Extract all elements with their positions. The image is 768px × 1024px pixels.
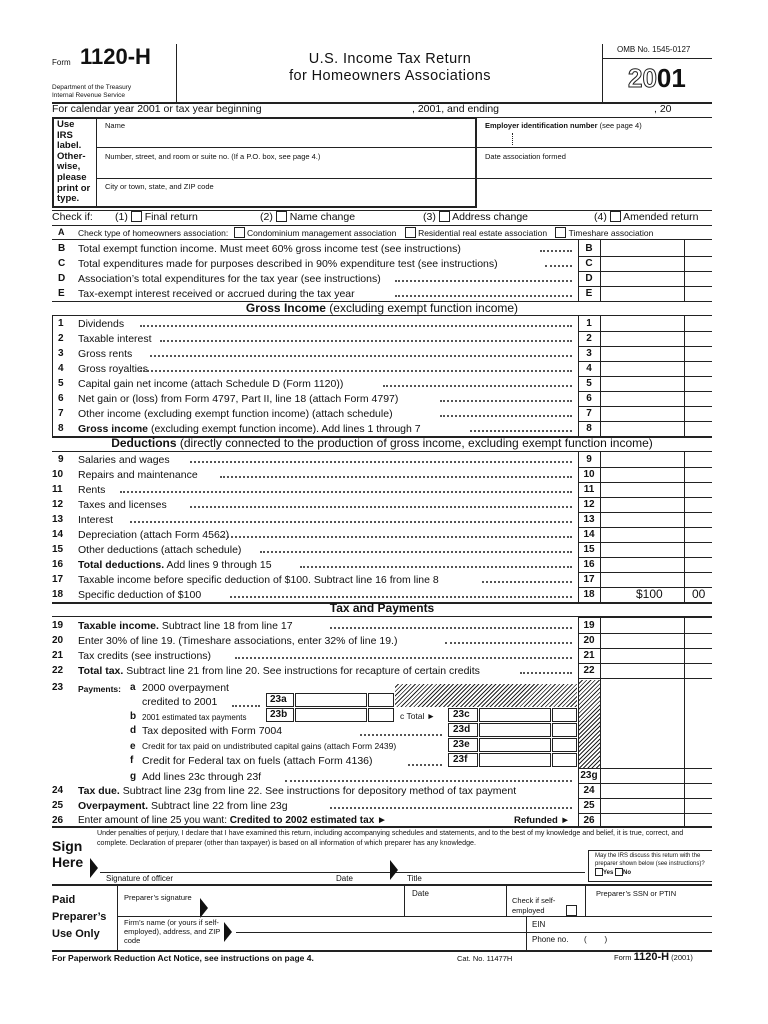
form-title: U.S. Income Tax Return	[308, 51, 472, 67]
line-description: Depreciation (attach Form 4562)	[78, 529, 230, 541]
line-number: 2	[58, 333, 64, 344]
label-23a: 23a	[270, 694, 287, 705]
omb-number: OMB No. 1545-0127	[617, 45, 691, 54]
line-box-label: 25	[583, 800, 595, 811]
line-number: 15	[52, 544, 64, 555]
amount-field[interactable]	[601, 422, 683, 435]
line-box-label: 2	[586, 333, 592, 344]
check-name-change[interactable]: (2) Name change	[260, 211, 356, 223]
cents-23b[interactable]	[368, 708, 394, 722]
cents-field[interactable]	[685, 528, 712, 541]
checkbox-discuss-no[interactable]	[615, 868, 623, 876]
line-number: 18	[52, 589, 64, 600]
line-number: 13	[52, 514, 64, 525]
label-23d: 23d	[453, 724, 471, 735]
line-description: Other deductions (attach schedule)	[78, 544, 242, 556]
amount-field[interactable]	[601, 407, 683, 420]
amount-field[interactable]	[601, 543, 683, 556]
line-number: 6	[58, 393, 64, 404]
line-23b-text: 2001 estimated tax payments	[142, 713, 247, 722]
tax-year: 2001	[628, 63, 686, 93]
checkbox-final-return[interactable]	[131, 211, 142, 222]
form-subtitle: for Homeowners Associations	[289, 68, 491, 84]
line-box-label: D	[585, 273, 593, 284]
amount-field[interactable]	[601, 272, 683, 285]
amount-field[interactable]	[601, 573, 683, 586]
line-description: Total expenditures made for purposes described in 90% expenditure test (see instructions)	[78, 258, 498, 270]
ein-field-label: EIN	[532, 920, 546, 929]
line-number: 5	[58, 378, 64, 389]
line-26-text: Enter amount of line 25 you want: Credited to 2002 estimated tax ►	[78, 815, 387, 826]
line-number: 16	[52, 559, 64, 570]
amount-23d[interactable]	[479, 723, 551, 737]
name-label: Name	[105, 121, 126, 130]
use-irs-label	[57, 120, 90, 205]
self-employed-label: Check if self-employed	[512, 896, 556, 915]
line-23a-letter: a	[130, 682, 136, 693]
line-box-label: 7	[586, 408, 592, 419]
line-description: Total tax. Subtract line 21 from line 20. See instructions for recapture of certain credits	[78, 665, 480, 677]
line-23a-text1: 2000 overpayment	[142, 682, 229, 694]
line-description: Gross royalties	[78, 363, 149, 375]
street-label: Number, street, and room or suite no. (If a P.O. box, see page 4.)	[105, 152, 321, 161]
amount-field[interactable]	[601, 377, 683, 390]
line-box-label: 13	[583, 514, 595, 525]
cents-field[interactable]	[685, 317, 712, 330]
cents-field[interactable]	[685, 573, 712, 586]
amount-field[interactable]	[601, 392, 683, 405]
line-number: 17	[52, 574, 64, 585]
line-box-label: E	[585, 288, 593, 299]
line-number: 21	[52, 650, 64, 661]
preparer-date-label: Date	[412, 889, 429, 898]
use-only-label: Use Only	[52, 928, 100, 940]
line-description: Tax credits (see instructions)	[78, 650, 212, 662]
line-number: 10	[52, 469, 64, 480]
use-irs-line: Use	[57, 119, 75, 130]
gross-income-heading: Gross Income (excluding exempt function income)	[245, 301, 519, 315]
refunded-label: Refunded ►	[514, 815, 570, 826]
cents-field[interactable]	[685, 543, 712, 556]
line-box-label: 22	[583, 665, 595, 676]
line-box-label: 4	[586, 363, 592, 374]
amount-field[interactable]	[601, 332, 683, 345]
line-number: 4	[58, 363, 64, 374]
line-number: B	[58, 243, 66, 254]
amount-field[interactable]	[601, 362, 683, 375]
cents-field[interactable]	[685, 513, 712, 526]
date-formed-label: Date association formed	[485, 152, 566, 161]
cents-field[interactable]	[685, 422, 712, 435]
cents-23d[interactable]	[552, 723, 577, 737]
line-number: C	[58, 258, 66, 269]
line-23e-letter: e	[130, 741, 136, 752]
line-box-label: 11	[583, 484, 595, 495]
checkbox-amended-return[interactable]	[610, 211, 621, 222]
line-23c-total: c Total ►	[400, 711, 436, 721]
line-box-label: 1	[586, 318, 592, 329]
amount-23g[interactable]	[601, 769, 683, 782]
amount-field[interactable]	[601, 287, 683, 300]
line-box-label: 20	[583, 635, 595, 646]
preparers-label: Preparer’s	[52, 911, 107, 923]
line-number: 12	[52, 499, 64, 510]
check-amended-return[interactable]: (4) Amended return	[594, 211, 699, 223]
amount-field[interactable]	[601, 649, 683, 662]
amount-field[interactable]	[601, 257, 683, 270]
line-description: Gross income (excluding exempt function income). Add lines 1 through 7	[78, 423, 421, 435]
line-23-number: 23	[52, 682, 64, 693]
phone-label: Phone no.	[532, 935, 569, 944]
line-box-label: 26	[583, 815, 595, 826]
line-box-label: 3	[586, 348, 592, 359]
irs-discuss-text: May the IRS discuss this return with the preparer shown below (see instructions)? Yes No	[595, 853, 705, 876]
line-number: E	[58, 288, 65, 299]
cents-field[interactable]	[685, 362, 712, 375]
amount-field[interactable]	[601, 528, 683, 541]
line-box-label: 8	[586, 423, 592, 434]
year-20-text: , 20	[654, 103, 672, 115]
cents-field[interactable]	[685, 649, 712, 662]
use-irs-line: label.	[57, 140, 82, 152]
line-box-label: 19	[583, 620, 595, 631]
checkbox-residential[interactable]	[405, 227, 416, 238]
line-box-label: 17	[583, 574, 595, 585]
line-23f-text: Credit for Federal tax on fuels (attach Form 4136)	[142, 755, 373, 767]
cents-field[interactable]	[685, 257, 712, 270]
line-number: 19	[52, 620, 64, 631]
use-irs-line: type.	[57, 193, 80, 205]
cents-field[interactable]	[685, 468, 712, 481]
line-description: Taxable income. Subtract line 18 from line 17	[78, 620, 293, 632]
line-23e-text: Credit for tax paid on undistributed capital gains (attach Form 2439)	[142, 741, 397, 751]
tax-payments-heading: Tax and Payments	[329, 601, 435, 615]
line-description: Taxes and licenses	[78, 499, 167, 511]
line-description: Specific deduction of $100	[78, 589, 202, 601]
sign-label: Sign	[52, 838, 83, 854]
line-box-label: B	[585, 243, 593, 254]
line-23b-letter: b	[130, 711, 137, 722]
amount-field[interactable]	[601, 619, 683, 632]
preparer-signature-field[interactable]	[212, 888, 402, 915]
label-23f: 23f	[453, 754, 468, 765]
line-26-number: 26	[52, 815, 64, 826]
check-address-change[interactable]: (3) Address change	[423, 211, 528, 223]
line-box-label: 23g	[580, 770, 598, 781]
use-irs-line: please	[57, 171, 87, 183]
line-description: Taxable income before specific deduction of $100. Subtract line 16 from line 8	[78, 574, 439, 586]
cents-field[interactable]	[685, 634, 712, 647]
line-description: Enter 30% of line 19. (Timeshare associations, enter 32% of line 19.)	[78, 635, 398, 647]
form-label: Form	[52, 58, 71, 67]
amount-field[interactable]	[601, 468, 683, 481]
line-description: Gross rents	[78, 348, 133, 360]
firm-name-label: Firm’s name (or yours if self-employed), address, and ZIP code	[124, 918, 221, 945]
cents-field[interactable]	[685, 483, 712, 496]
amount-23f[interactable]	[479, 753, 551, 767]
cents-field[interactable]	[685, 272, 712, 285]
use-irs-line: wise,	[57, 161, 81, 173]
amount-field[interactable]	[601, 664, 683, 677]
cents-field[interactable]	[685, 558, 712, 571]
line-box-label: 10	[583, 469, 595, 480]
line-23d-letter: d	[130, 725, 137, 736]
line-23g-letter: g	[130, 771, 137, 782]
line-number: 11	[52, 484, 63, 495]
line-box-label: 5	[586, 378, 592, 389]
preparer-signature-label: Preparer’s signature	[124, 893, 192, 902]
amount-23b[interactable]	[295, 708, 367, 722]
line-25-number: 25	[52, 800, 64, 811]
cents-field[interactable]	[685, 498, 712, 511]
amount-25[interactable]	[601, 799, 683, 812]
line-a-letter: A	[58, 227, 65, 237]
cents-23c[interactable]	[552, 708, 577, 722]
line-25-text: Overpayment. Subtract line 22 from line 23g	[78, 800, 288, 812]
paid-label: Paid	[52, 894, 76, 906]
checkbox-name-change[interactable]	[276, 211, 287, 222]
line-number: 22	[52, 665, 64, 676]
amount-23c[interactable]	[479, 708, 551, 722]
cents-field[interactable]	[685, 377, 712, 390]
line-box-label: 18	[583, 589, 595, 600]
amount-field[interactable]	[601, 498, 683, 511]
cents-23f[interactable]	[552, 753, 577, 767]
payments-label: Payments:	[78, 684, 121, 694]
label-block	[52, 117, 477, 208]
line-box-label: 14	[583, 529, 595, 540]
use-irs-line: Other-	[57, 150, 86, 162]
checkbox-self-employed[interactable]	[566, 905, 577, 916]
paperwork-notice: For Paperwork Reduction Act Notice, see instructions on page 4.	[52, 953, 314, 963]
line-23d-text: Tax deposited with Form 7004	[142, 725, 283, 737]
line-number: 8	[58, 423, 64, 434]
amount-field[interactable]	[601, 317, 683, 330]
check-if-label: Check if:	[52, 211, 93, 223]
line-description: Association’s total expenditures for the tax year (see instructions)	[78, 273, 381, 285]
line-description: Rents	[78, 484, 106, 496]
cents-field[interactable]	[685, 332, 712, 345]
label-23b: 23b	[270, 709, 288, 720]
line-description: Interest	[78, 514, 114, 526]
line-description: Repairs and maintenance	[78, 469, 198, 481]
line-description: Net gain or (loss) from Form 4797, Part II, line 18 (attach Form 4797)	[78, 393, 399, 405]
line-box-label: 24	[583, 785, 595, 796]
title-label: Title	[407, 874, 422, 883]
amount-field[interactable]	[601, 513, 683, 526]
line-number: 1	[58, 318, 64, 329]
line-box-label: 21	[583, 650, 595, 661]
use-irs-line: IRS	[57, 129, 73, 141]
line-description: Dividends	[78, 318, 125, 330]
deductions-heading: Deductions (directly connected to the production of gross income, excluding exempt function income)	[111, 436, 653, 450]
amount-24[interactable]	[601, 784, 683, 797]
amount-field[interactable]	[601, 483, 683, 496]
label-23e: 23e	[453, 739, 470, 750]
and-ending-text: , 2001, and ending	[412, 103, 499, 115]
cents-field[interactable]	[685, 619, 712, 632]
amount-23e[interactable]	[479, 738, 551, 752]
line-23g-text: Add lines 23c through 23f	[142, 771, 262, 783]
checkbox-address-change[interactable]	[439, 211, 450, 222]
line-number: 14	[52, 529, 64, 540]
line-description: Salaries and wages	[78, 454, 170, 466]
line-number: 9	[58, 454, 64, 465]
checkbox-discuss-yes[interactable]	[595, 868, 603, 876]
ein-label: Employer identification number (see page 4)	[485, 121, 642, 130]
line-box-label: 16	[583, 559, 595, 570]
cents-field[interactable]	[685, 347, 712, 360]
perjury-statement: Under penalties of perjury, I declare that I have examined this return, including accompanying schedules and statements, and to the best of my knowledge and belief, it is true, correct, and complete. Declaration of preparer (other than taxpayer) is based on all information of which preparer has any knowledge.	[97, 829, 684, 847]
dept-irs: Internal Revenue Service	[52, 92, 125, 99]
cents-field[interactable]	[685, 242, 712, 255]
calendar-year-text: For calendar year 2001 or tax year beginning	[52, 103, 262, 115]
footer-form-number: Form 1120-H (2001)	[614, 951, 693, 963]
line-description: Capital gain net income (attach Schedule D (Form 1120))	[78, 378, 344, 390]
amount-field[interactable]	[601, 634, 683, 647]
ptin-label: Preparer’s SSN or PTIN	[596, 889, 677, 898]
city-label: City or town, state, and ZIP code	[105, 182, 214, 191]
amount-field[interactable]	[601, 558, 683, 571]
use-irs-line: print or	[57, 182, 91, 194]
catalog-number: Cat. No. 11477H	[457, 954, 513, 963]
form-number: 1120-H	[80, 44, 151, 69]
amount-field[interactable]	[601, 453, 683, 466]
dept-treasury: Department of the Treasury	[52, 84, 132, 91]
amount-field[interactable]	[601, 242, 683, 255]
officer-signature-label: Signature of officer	[106, 874, 174, 883]
checkbox-condominium[interactable]	[234, 227, 245, 238]
check-final-return[interactable]: (1) Final return	[115, 211, 198, 223]
sign-date-label: Date	[336, 874, 353, 883]
line-number: D	[58, 273, 66, 284]
line-23f-letter: f	[130, 755, 134, 766]
line-description: Other income (excluding exempt function income) (attach schedule)	[78, 408, 393, 420]
line-18-cents: 00	[692, 587, 706, 601]
line-24-text: Tax due. Subtract line 23g from line 22. See instructions for depository method of tax payment	[78, 785, 517, 797]
line-24-number: 24	[52, 785, 64, 796]
amount-23a[interactable]	[295, 693, 367, 707]
line-number: 20	[52, 635, 64, 646]
line-description: Total deductions. Add lines 9 through 15	[78, 559, 272, 571]
cents-field[interactable]	[685, 453, 712, 466]
cents-field[interactable]	[685, 407, 712, 420]
cents-23e[interactable]	[552, 738, 577, 752]
line-18-dollars: $100	[636, 587, 663, 601]
cents-field[interactable]	[685, 392, 712, 405]
line-box-label: 6	[586, 393, 592, 404]
firm-name-field[interactable]	[236, 918, 526, 948]
label-23c: 23c	[453, 709, 470, 720]
line-box-label: 12	[583, 499, 595, 510]
phone-paren: ( )	[584, 935, 608, 944]
line-description: Total exempt function income. Must meet 60% gross income test (see instructions)	[78, 243, 461, 255]
here-label: Here	[52, 854, 84, 870]
line-description: Tax-exempt interest received or accrued during the tax year	[78, 288, 355, 300]
line-description: Taxable interest	[78, 333, 152, 345]
checkbox-timeshare[interactable]	[555, 227, 566, 238]
cents-23a[interactable]	[368, 693, 394, 707]
line-23a-text2: credited to 2001	[142, 696, 218, 708]
line-number: 7	[58, 408, 64, 419]
association-type-row: Check type of homeowners association: Condominium management association Residential real estate association Timeshare association	[78, 228, 654, 238]
line-box-label: C	[585, 258, 593, 269]
line-box-label: 15	[583, 544, 595, 555]
line-box-label: 9	[586, 454, 592, 465]
cents-field[interactable]	[685, 664, 712, 677]
line-number: 3	[58, 348, 64, 359]
cents-field[interactable]	[685, 287, 712, 300]
amount-field[interactable]	[601, 347, 683, 360]
